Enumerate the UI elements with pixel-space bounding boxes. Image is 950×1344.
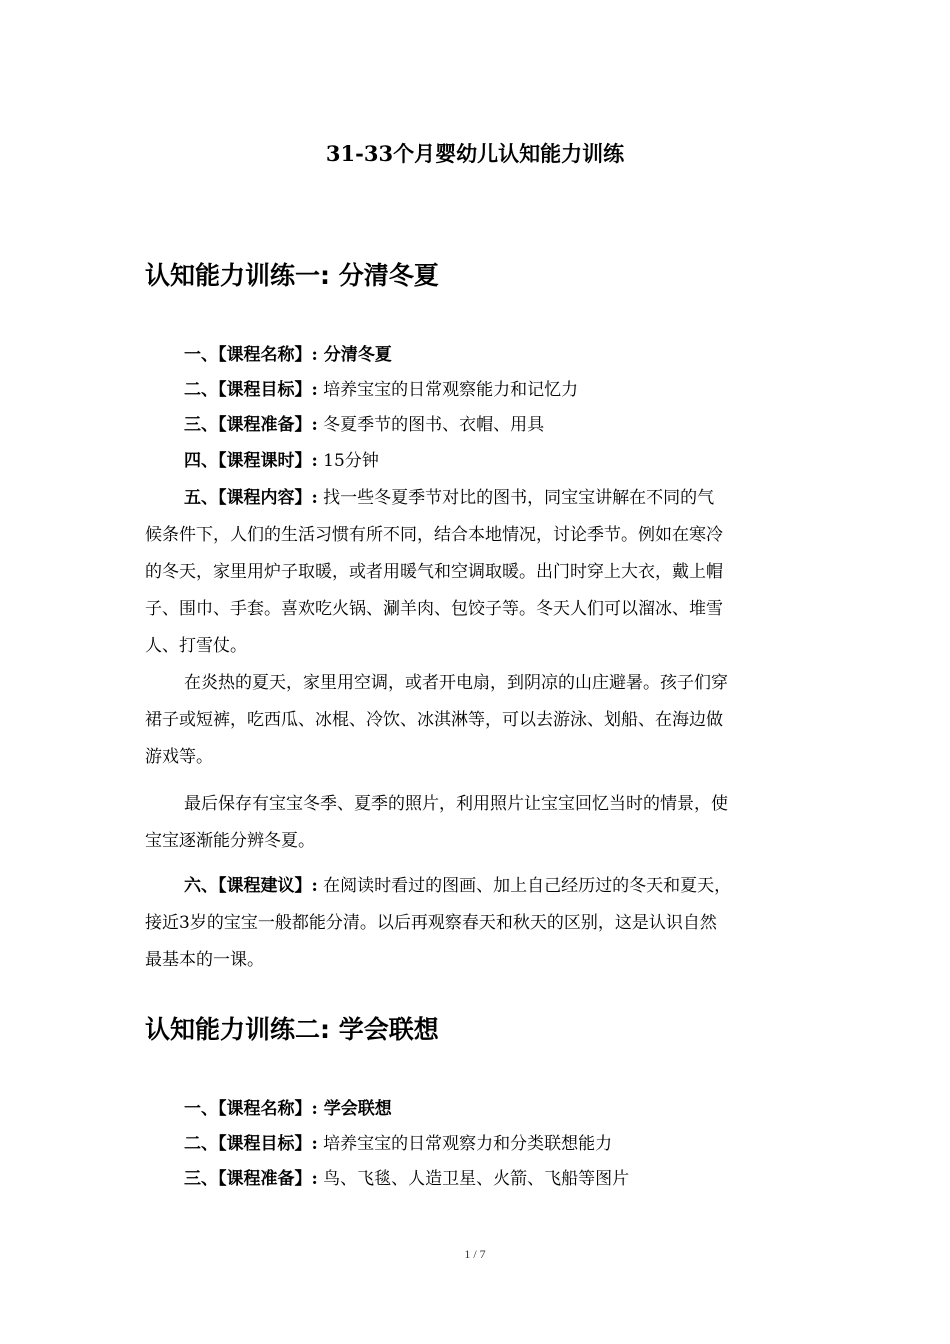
advice-line: 接近3岁的宝宝一般都能分清。以后再观察春天和秋天的区别，这是认识自然 — [145, 913, 717, 933]
summer-line: 在炎热的夏天，家里用空调，或者开电扇，到阴凉的山庄避暑。孩子们穿 — [184, 673, 728, 693]
item-label: 二、【课程目标】: — [184, 380, 318, 400]
item-value: 在阅读时看过的图画、加上自己经历过的冬天和夏天， — [317, 876, 732, 896]
section1-item-goal — [184, 375, 578, 400]
item-label: 三、【课程准备】: — [184, 1169, 318, 1189]
item-value: 学会联想 — [317, 1099, 392, 1119]
content-line: 人、打雪仗。 — [145, 636, 247, 656]
content-line: 的冬天，家里用炉子取暖，或者用暖气和空调取暖。出门时穿上大衣，戴上帽 — [145, 562, 723, 582]
section2-item-goal — [184, 1129, 612, 1154]
item-value: 培养宝宝的日常观察力和分类联想能力 — [317, 1134, 613, 1154]
page-number: 1 / 7 — [464, 1247, 486, 1261]
item-value: 培养宝宝的日常观察能力和记忆力 — [317, 380, 579, 400]
item-label: 五、【课程内容】: — [184, 488, 318, 508]
section1-item-content — [184, 483, 714, 508]
content-line: 候条件下，人们的生活习惯有所不同，结合本地情况，讨论季节。例如在寒冷 — [145, 525, 723, 545]
item-label: 六、【课程建议】: — [184, 876, 318, 896]
section1-item-name — [184, 340, 392, 365]
item-value: 冬夏季节的图书、衣帽、用具 — [317, 415, 545, 435]
item-value: 鸟、飞毯、人造卫星、火箭、飞船等图片 — [317, 1169, 630, 1189]
summer-line: 裙子或短裤，吃西瓜、冰棍、冷饮、冰淇淋等，可以去游泳、划船、在海边做 — [145, 710, 723, 730]
item-value: 找一些冬夏季节对比的图书，同宝宝讲解在不同的气 — [317, 488, 715, 508]
item-value: 15分钟 — [317, 451, 379, 471]
section1-heading: 认知能力训练一: 分清冬夏 — [145, 261, 439, 290]
item-label: 四、【课程课时】: — [184, 451, 318, 471]
section1-item-time — [184, 446, 379, 471]
item-label: 二、【课程目标】: — [184, 1134, 318, 1154]
item-label: 一、【课程名称】: — [184, 345, 318, 365]
photo-line: 宝宝逐渐能分辨冬夏。 — [145, 831, 315, 851]
section2-heading: 认知能力训练二: 学会联想 — [145, 1015, 439, 1044]
section1-item-prep — [184, 410, 544, 435]
summer-line: 游戏等。 — [145, 747, 213, 767]
section2-item-name — [184, 1094, 392, 1119]
item-label: 三、【课程准备】: — [184, 415, 318, 435]
item-value: 分清冬夏 — [317, 345, 392, 365]
photo-line: 最后保存有宝宝冬季、夏季的照片，利用照片让宝宝回忆当时的情景，使 — [184, 794, 728, 814]
item-label: 一、【课程名称】: — [184, 1099, 318, 1119]
section1-item-advice — [184, 871, 731, 896]
section2-item-prep — [184, 1164, 629, 1189]
document-title: 31-33个月婴幼儿认知能力训练 — [325, 141, 625, 166]
advice-line: 最基本的一课。 — [145, 950, 264, 970]
content-line: 子、围巾、手套。喜欢吃火锅、涮羊肉、包饺子等。冬天人们可以溜冰、堆雪 — [145, 599, 723, 619]
